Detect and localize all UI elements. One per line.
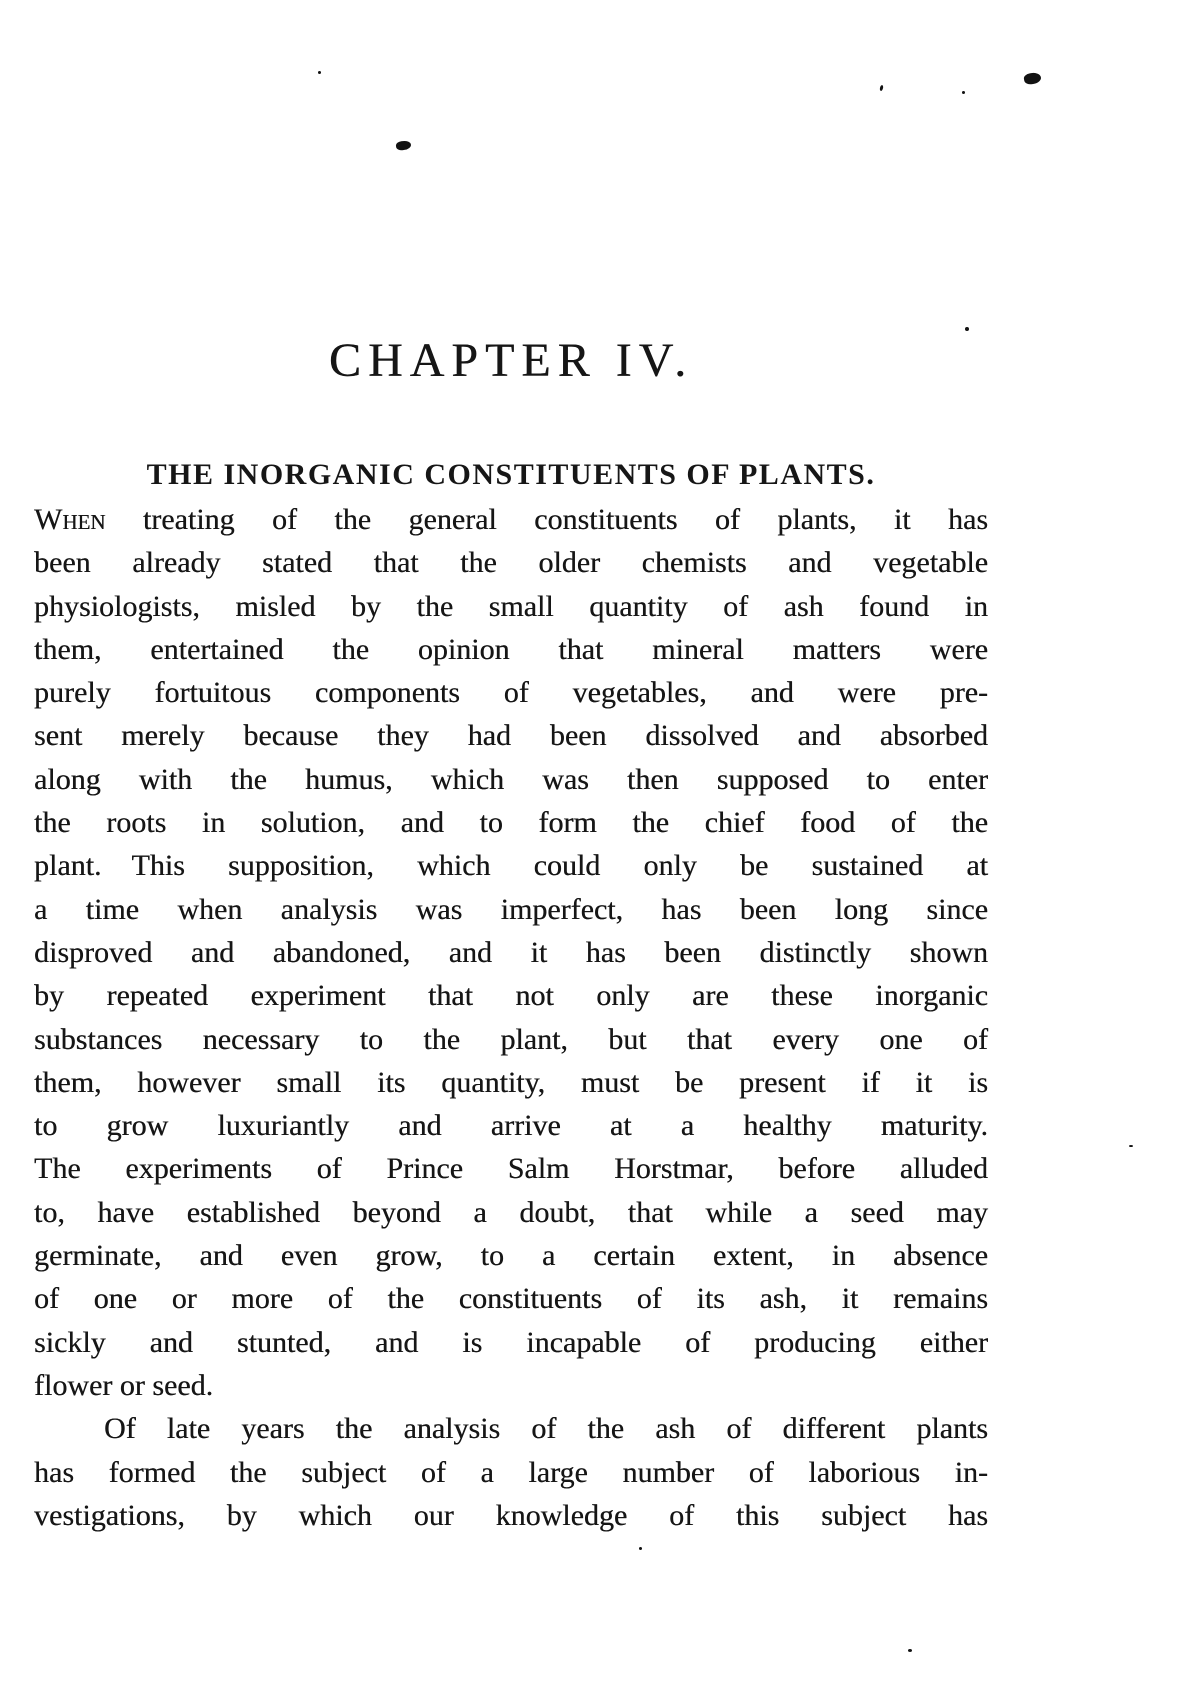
- text-line: Of late years the analysis of the ash of different plants: [104, 1412, 988, 1446]
- text-line: flower or seed.: [34, 1368, 214, 1402]
- scan-speck: [1129, 1145, 1133, 1147]
- text-line: sent merely because they had been dissolved and absorbed: [34, 719, 988, 753]
- lead-word: When: [34, 503, 106, 536]
- chapter-heading: CHAPTER IV.: [328, 334, 694, 387]
- text-line: a time when analysis was imperfect, has been long since: [34, 892, 988, 926]
- text-line: along with the humus, which was then supposed to enter: [34, 762, 988, 796]
- text-line: physiologists, misled by the small quantity of ash found in: [34, 589, 988, 623]
- body-text: [34, 498, 988, 1537]
- text-line: by repeated experiment that not only are these inorganic: [34, 979, 988, 1013]
- text-line: them, entertained the opinion that mineral matters were: [34, 632, 988, 666]
- scan-speck: [962, 91, 965, 94]
- text-line: plant. This supposition, which could only be sustained at: [34, 849, 988, 883]
- text-line: them, however small its quantity, must be present if it is: [34, 1065, 988, 1099]
- section-heading: THE INORGANIC CONSTITUENTS OF PLANTS.: [146, 458, 876, 491]
- text-line: substances necessary to the plant, but that every one of: [34, 1022, 988, 1056]
- text-line: to grow luxuriantly and arrive at a healthy maturity.: [34, 1109, 988, 1143]
- scan-speck: [318, 71, 321, 74]
- scan-speck: [879, 85, 883, 92]
- text-line: has formed the subject of a large number of laborious in-: [34, 1455, 988, 1489]
- text-line: disproved and abandoned, and it has been distinctly shown: [34, 935, 988, 969]
- scan-speck: [908, 1649, 912, 1652]
- scan-speck: [639, 1547, 642, 1550]
- scan-speck: [965, 327, 969, 331]
- text-line: of one or more of the constituents of its ash, it remains: [34, 1282, 988, 1316]
- text-line: [34, 498, 988, 541]
- text-line: the roots in solution, and to form the chief food of the: [34, 806, 988, 840]
- text-line: been already stated that the older chemists and vegetable: [34, 546, 988, 580]
- text-line: The experiments of Prince Salm Horstmar, before alluded: [34, 1152, 988, 1186]
- ink-blot: [1023, 72, 1042, 86]
- text-line: germinate, and even grow, to a certain extent, in absence: [34, 1239, 988, 1273]
- ink-blot: [395, 140, 411, 151]
- text-line-rest: treating of the general constituents of plants, it has: [105, 503, 988, 536]
- text-line: vestigations, by which our knowledge of this subject has: [34, 1498, 988, 1532]
- text-line: purely fortuitous components of vegetables, and were pre-: [34, 676, 988, 710]
- text-line: to, have established beyond a doubt, that while a seed may: [34, 1195, 988, 1229]
- text-line: sickly and stunted, and is incapable of producing either: [34, 1325, 988, 1359]
